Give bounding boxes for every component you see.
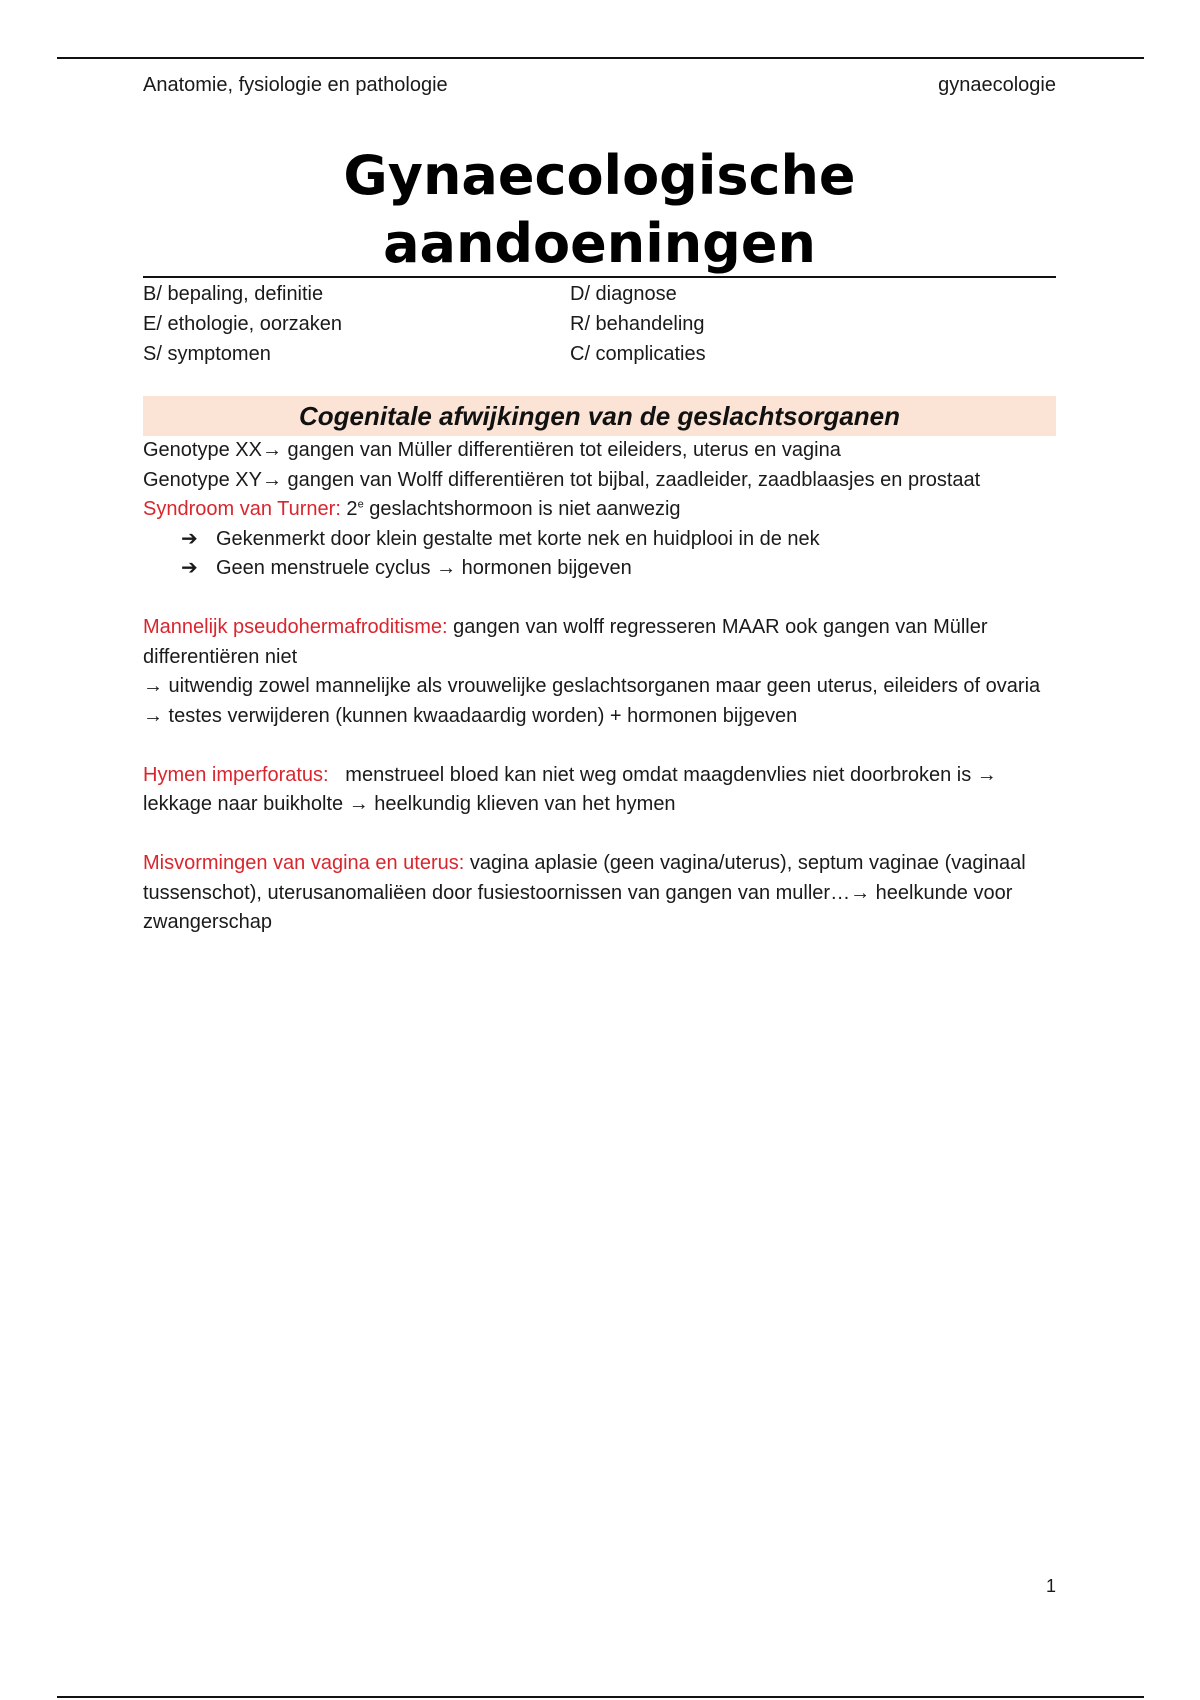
list-item bbox=[143, 554, 1056, 584]
turner-paragraph bbox=[143, 495, 1056, 525]
document-page bbox=[143, 0, 1056, 1700]
list-item bbox=[143, 525, 1056, 555]
title-underline bbox=[143, 276, 1056, 278]
pseudo-text: gangen van wolff regresseren MAAR ook gangen van Müller differentiëren niet bbox=[143, 616, 988, 668]
title-line-1: Gynaecologische bbox=[343, 144, 856, 207]
pseudo-paragraph bbox=[143, 613, 1056, 672]
turner-superscript: e bbox=[357, 498, 364, 511]
legend-item: D/ diagnose bbox=[570, 283, 677, 305]
turner-text-post: geslachtshormoon is niet aanwezig bbox=[363, 498, 681, 520]
bottom-rule bbox=[57, 1696, 1144, 1698]
title-line-2: aandoeningen bbox=[383, 212, 816, 275]
header-right: gynaecologie bbox=[938, 74, 1056, 96]
legend-item: C/ complicaties bbox=[570, 343, 706, 365]
misvorm-term: Misvormingen van vagina en uterus: bbox=[143, 852, 465, 874]
genotype-xx-text: Genotype XX→ gangen van Müller differentiëren tot eileiders, uterus en vagina bbox=[143, 439, 841, 461]
pseudo-term: Mannelijk pseudohermafroditisme: bbox=[143, 616, 448, 638]
misvorm-paragraph bbox=[143, 849, 1056, 938]
turner-term: Syndroom van Turner: bbox=[143, 498, 341, 520]
page-number: 1 bbox=[1045, 1576, 1056, 1596]
bullet-text: Gekenmerkt door klein gestalte met korte nek en huidplooi in de nek bbox=[216, 527, 820, 550]
section-heading: Cogenitale afwijkingen van de geslachtsorganen bbox=[143, 396, 1056, 436]
pseudo-consequence: → uitwendig zowel mannelijke als vrouwelijke geslachtsorganen maar geen uterus, eileiders of ovaria → testes verwijderen (kunnen kwaadaardig worden) + hormonen bijgeven bbox=[143, 675, 1041, 727]
hymen-text: menstrueel bloed kan niet weg omdat maagdenvlies niet doorbroken is → lekkage naar buikholte → heelkundig klieven van het hymen bbox=[143, 763, 1003, 815]
header-left: Anatomie, fysiologie en pathologie bbox=[143, 74, 448, 96]
legend-item: S/ symptomen bbox=[143, 343, 271, 365]
hymen-paragraph bbox=[143, 761, 1056, 820]
legend-item: E/ ethologie, oorzaken bbox=[143, 313, 343, 335]
legend-item: B/ bepaling, definitie bbox=[143, 283, 324, 305]
arrow-right-icon: ➔ bbox=[181, 527, 198, 550]
paragraph-gap bbox=[143, 731, 1056, 761]
arrow-right-icon: ➔ bbox=[181, 557, 198, 579]
genotype-xy-text: Genotype XY→ gangen van Wolff differentiëren tot bijbal, zaadleider, zaadblaasjes en prostaat bbox=[143, 468, 981, 491]
turner-bullets bbox=[143, 525, 1056, 584]
legend-column-1 bbox=[143, 279, 342, 369]
legend-column-2 bbox=[570, 279, 706, 369]
legend-item: R/ behandeling bbox=[570, 313, 705, 335]
turner-text-pre: 2 bbox=[340, 498, 358, 520]
bullet-text: Geen menstruele cyclus → hormonen bijgeven bbox=[216, 557, 632, 579]
hymen-term: Hymen imperforatus: bbox=[143, 763, 329, 786]
misvorm-text: vagina aplasie (geen vagina/uterus), septum vaginae (vaginaal tussenschot), uterusanomaliëen door fusiestoornissen van gangen van muller…→ heelkunde voor zwangerschap bbox=[143, 852, 1026, 933]
paragraph-gap bbox=[143, 584, 1056, 614]
page-header bbox=[143, 74, 1056, 102]
document-title bbox=[143, 142, 1056, 278]
section-content bbox=[143, 436, 1056, 938]
paragraph-gap bbox=[143, 820, 1056, 850]
